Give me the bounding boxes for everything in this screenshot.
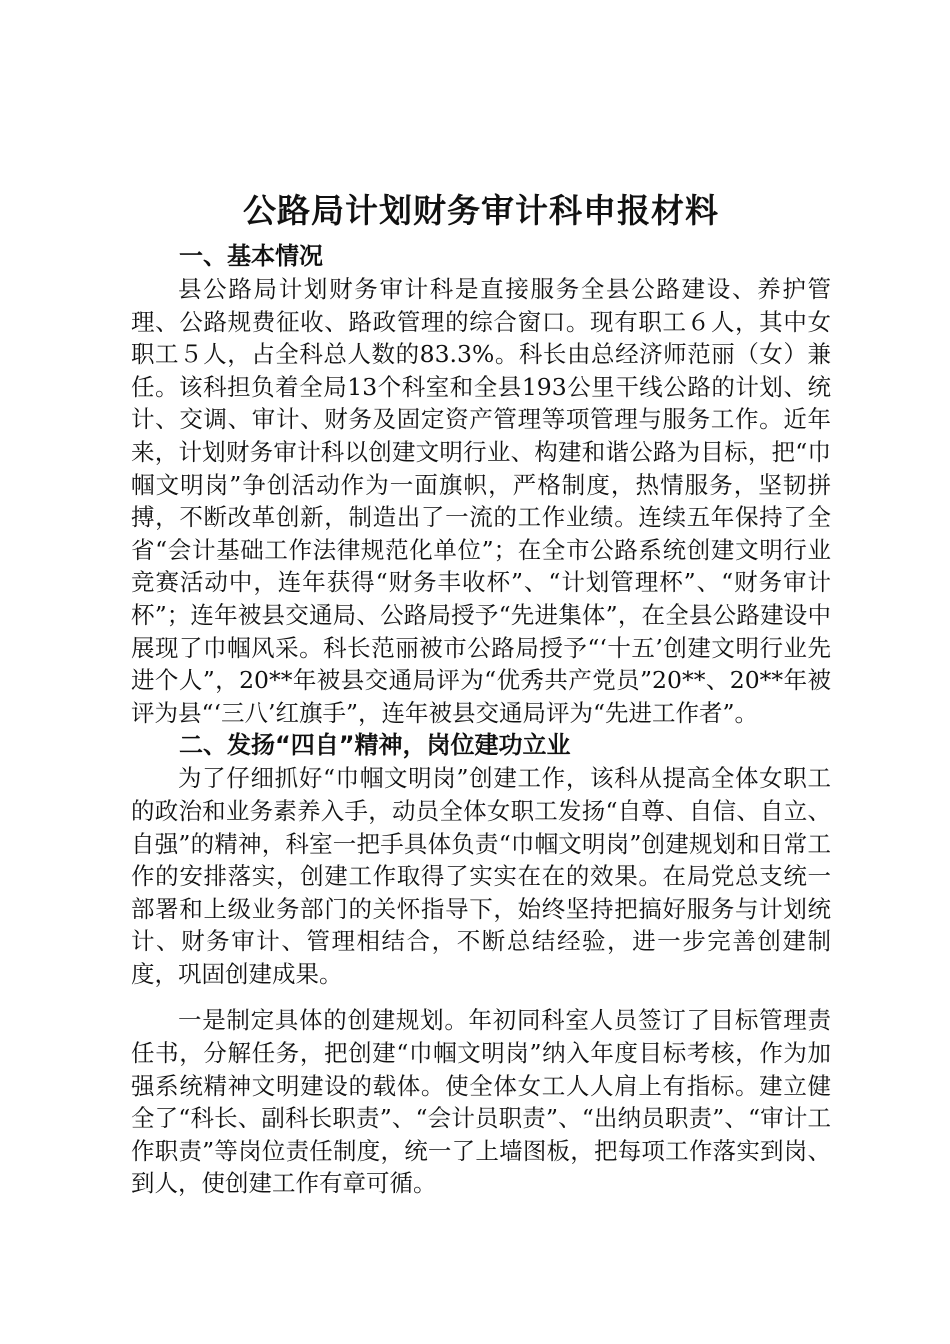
section-four-self-spirit [131,729,831,1200]
section-basic-info [131,240,831,729]
paragraph: 为了仔细抓好“巾帼文明岗”创建工作，该科从提高全体女职工的政治和业务素养入手，动员全体女职工发扬“自尊、自信、自立、自强”的精神，科室一把手具体负责“巾帼文明岗”创建规划和日常工作的安排落实，创建工作取得了实实在在的效果。在局党总支统一部署和上级业务部门的关怀指导下，始终坚持把搞好服务与计划统计、财务审计、管理相结合，不断总结经验，进一步完善创建制度，巩固创建成果。 [131,764,831,988]
paragraph: 一是制定具体的创建规划。年初同科室人员签订了目标管理责任书，分解任务，把创建“巾帼文明岗”纳入年度目标考核，作为加强系统精神文明建设的载体。使全体女工人人肩上有指标。建立健全了“科长、副科长职责”、“会计员职责”、“出纳员职责”、“审计工作职责”等岗位责任制度，统一了上墙图板，把每项工作落实到岗、到人，使创建工作有章可循。 [131,1006,831,1198]
document-title: 公路局计划财务审计科申报材料 [243,191,719,230]
section-heading: 一、基本情况 [179,242,323,270]
section-heading: 二、发扬“四自”精神，岗位建功立业 [179,731,571,760]
paragraph: 县公路局计划财务审计科是直接服务全县公路建设、养护管理、公路规费征收、路政管理的综合窗口。现有职工６人，其中女职工５人，占全科总人数的83.3%。科长由总经济师范丽（女）兼任。该科担负着全局13个科室和全县193公里干线公路的计划、统计、交调、审计、财务及固定资产管理等项管理与服务工作。近年来，计划财务审计科以创建文明行业、构建和谐公路为目标，把“巾帼文明岗”争创活动作为一面旗帜，严格制度，热情服务，坚韧拼搏，不断改革创新，制造出了一流的工作业绩。连续五年保持了全省“会计基础工作法律规范化单位”；在全市公路系统创建文明行业竞赛活动中，连年获得“财务丰收杯”、“计划管理杯”、“财务审计杯”；连年被县交通局、公路局授予“先进集体”，在全县公路建设中展现了巾帼风采。科长范丽被市公路局授予“‘十五’创建文明行业先进个人”，20**年被县交通局评为“优秀共产党员”20**、20**年被评为县“‘三八’红旗手”，连年被县交通局评为“先进工作者”。 [131,275,831,727]
document-page [131,186,831,1200]
